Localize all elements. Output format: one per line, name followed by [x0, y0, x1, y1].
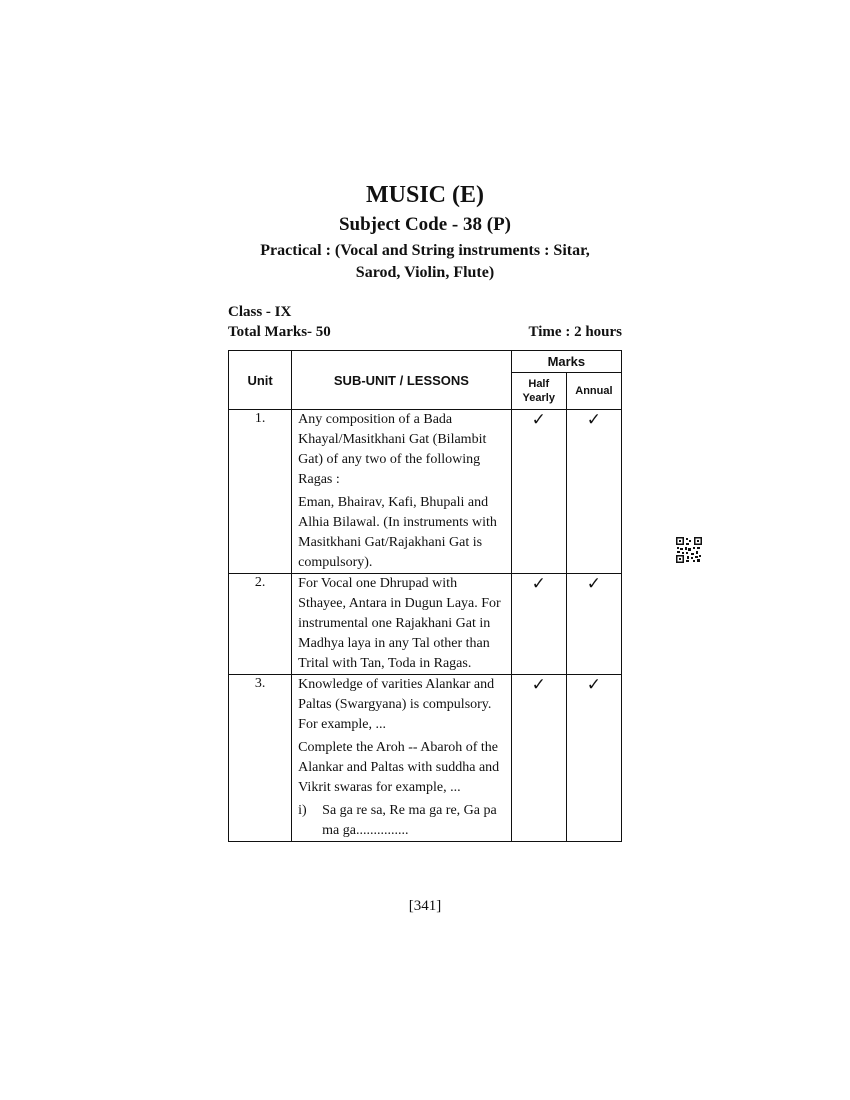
practical-line-2: Sarod, Violin, Flute): [355, 264, 495, 281]
header-half-yearly: [511, 373, 566, 410]
marks-time-line: [228, 324, 622, 341]
qr-code-icon: [676, 537, 702, 563]
practical-heading: [228, 240, 622, 284]
lesson-paragraph: For Vocal one Dhrupad with Sthayee, Antara in Dugun Laya. For instrumental one Rajakhani Gat in Madhya laya in any Tal other than Trital with Tan, Toda in Ragas.: [298, 576, 501, 671]
lesson-text: [292, 675, 512, 842]
time-duration: Time : 2 hours: [528, 324, 622, 340]
class-label: Class - IX: [228, 304, 292, 320]
subject-code: Subject Code - 38 (P): [338, 214, 512, 235]
total-marks: Total Marks- 50: [228, 324, 331, 340]
syllabus-table: [228, 350, 622, 842]
half-yearly-check-icon: ✓: [511, 410, 566, 574]
unit-number: 1.: [229, 410, 292, 574]
page-number: [341]: [408, 898, 442, 914]
subitem-text: Sa ga re sa, Re ma ga re, Ga pa ma ga...............: [322, 803, 497, 838]
lesson-paragraph: Eman, Bhairav, Kafi, Bhupali and Alhia Bilawal. (In instruments with Masitkhani Gat/Rajakhani Gat is compulsory).: [298, 495, 497, 570]
lesson-paragraph: Complete the Aroh -- Abaroh of the Alankar and Paltas with suddha and Vikrit swaras for example, ...: [298, 740, 500, 795]
header-half-yearly-line-1: Half: [528, 378, 550, 390]
table-row: [229, 675, 622, 842]
half-yearly-check-icon: ✓: [511, 675, 566, 842]
half-yearly-check-icon: ✓: [511, 574, 566, 675]
lesson-subitem: [298, 801, 507, 841]
header-marks: Marks: [511, 351, 621, 373]
header-unit: Unit: [229, 351, 292, 410]
subitem-number: i): [298, 803, 307, 818]
lesson-text: [292, 410, 512, 574]
unit-number: 2.: [229, 574, 292, 675]
table-header-row: [229, 351, 622, 373]
unit-number: 3.: [229, 675, 292, 842]
lesson-text: [292, 574, 512, 675]
table-row: [229, 574, 622, 675]
header-annual: Annual: [566, 373, 621, 410]
annual-check-icon: ✓: [566, 574, 621, 675]
header-half-yearly-line-2: Yearly: [522, 392, 555, 404]
document-title: MUSIC (E): [366, 182, 484, 208]
header-sub-unit: SUB-UNIT / LESSONS: [292, 351, 512, 410]
table-row: [229, 410, 622, 574]
practical-line-1: Practical : (Vocal and String instruments : Sitar,: [260, 242, 590, 259]
annual-check-icon: ✓: [566, 675, 621, 842]
annual-check-icon: ✓: [566, 410, 621, 574]
lesson-paragraph: Any composition of a Bada Khayal/Masitkhani Gat (Bilambit Gat) of any two of the following Ragas :: [298, 412, 487, 487]
lesson-paragraph: Knowledge of varities Alankar and Paltas (Swargyana) is compulsory. For example, ...: [298, 677, 495, 732]
